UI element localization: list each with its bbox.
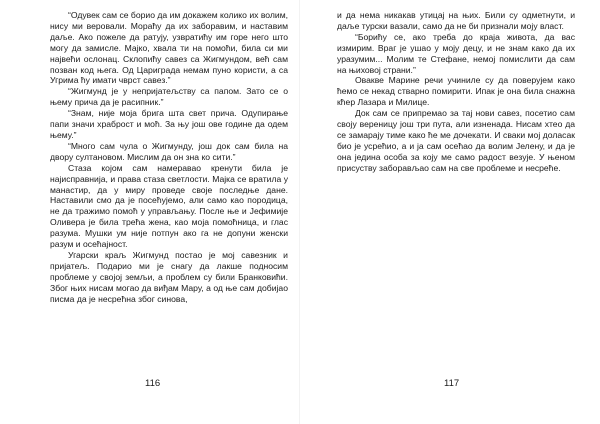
left-page	[50, 10, 288, 304]
left-page-number: 116	[145, 378, 161, 389]
right-page-number: 117	[444, 378, 460, 389]
right-paragraph-1: “Борићу се, ако треба до краја живота, да вас измирим. Враг је ушао у мoју децу, и не знам како да их уразумим... Молим те Стефане, немој помислити да сам на њиховој страни.”	[337, 31, 575, 75]
left-paragraph-6: Угарски краљ Жигмунд постао је мој савезник и пријатељ. Подарио ми је снагу да лакше подносим проблеме у својој земљи, а проблем су били Бранковићи. Због њих нисам могао да виђам Мару, а од ње сам добијао писма да је несрећна због синова,	[50, 249, 288, 304]
right-paragraph-2: Овакве Марине речи учиниле су да поверујем како ћемо се некад стварно помирити. Ипак је она била снажна кћер Лазара и Милице.	[337, 75, 575, 108]
book-gutter	[299, 0, 300, 424]
right-page	[337, 10, 575, 174]
left-paragraph-5: Стаза којом сам намеравао кренути била је најисправнија, и права стаза светлости. Мајка се вратила у манастир, да у миру проведе своје последње дане. Наставили смо да је посећујемо, али само као породица, не да тражимо помоћ у управљању. После ње и Јефимије Оливера је била трећа жена, као моја помоћница, и глас разума. Мушки ум није потпун ако га не допуни женски разум и осећајност.	[50, 162, 288, 250]
left-paragraph-4: “Много сам чула о Жигмунду, још док сам била на двору султановом. Мислим да он зна ко сити.”	[50, 140, 288, 162]
right-paragraph-continued: и да нема никакав утицај на њих. Били су одметнути, и даље турски вазали, само да не би признали моју власт.	[337, 10, 575, 31]
left-paragraph-1: “Одувек сам се борио да им докажем колико их волим, нису ми веровали. Мораћу да их заборавим, и наставим даље. Ако пожеле да ратују, узвратићу им горе него што могу да замисле. Мајко, хвала ти на помоћи, била си ми највећи ослонац. Склопићу савез са Жигмундом, већ сам позван код њега. Од Цариграда немам пуно користи, а са Угрима ћу имати чврст савез.”	[50, 10, 288, 86]
left-paragraph-2: “Жигмунд је у непријатељству са папом. Зато се о њему прича да је расипник.”	[50, 86, 288, 108]
right-paragraph-3: Док сам се припремао за тај нови савез, посетио сам своју вереницу још три пута, али изненада. Нисам хтео да се замарају тиме како ће ме дочекати. И сваки мој доласак био је усрећио, а и ја сам осећао да волим Јелену, и да је она једина особа за коју ме само радост везује. У њеном присуству заборављао сам на све проблеме и несреће.	[337, 108, 575, 173]
left-paragraph-3: “Знам, није моја брига шта свет прича. Одупирање папи значи храброст и моћ. За њу још ове године да одем њему.”	[50, 108, 288, 140]
